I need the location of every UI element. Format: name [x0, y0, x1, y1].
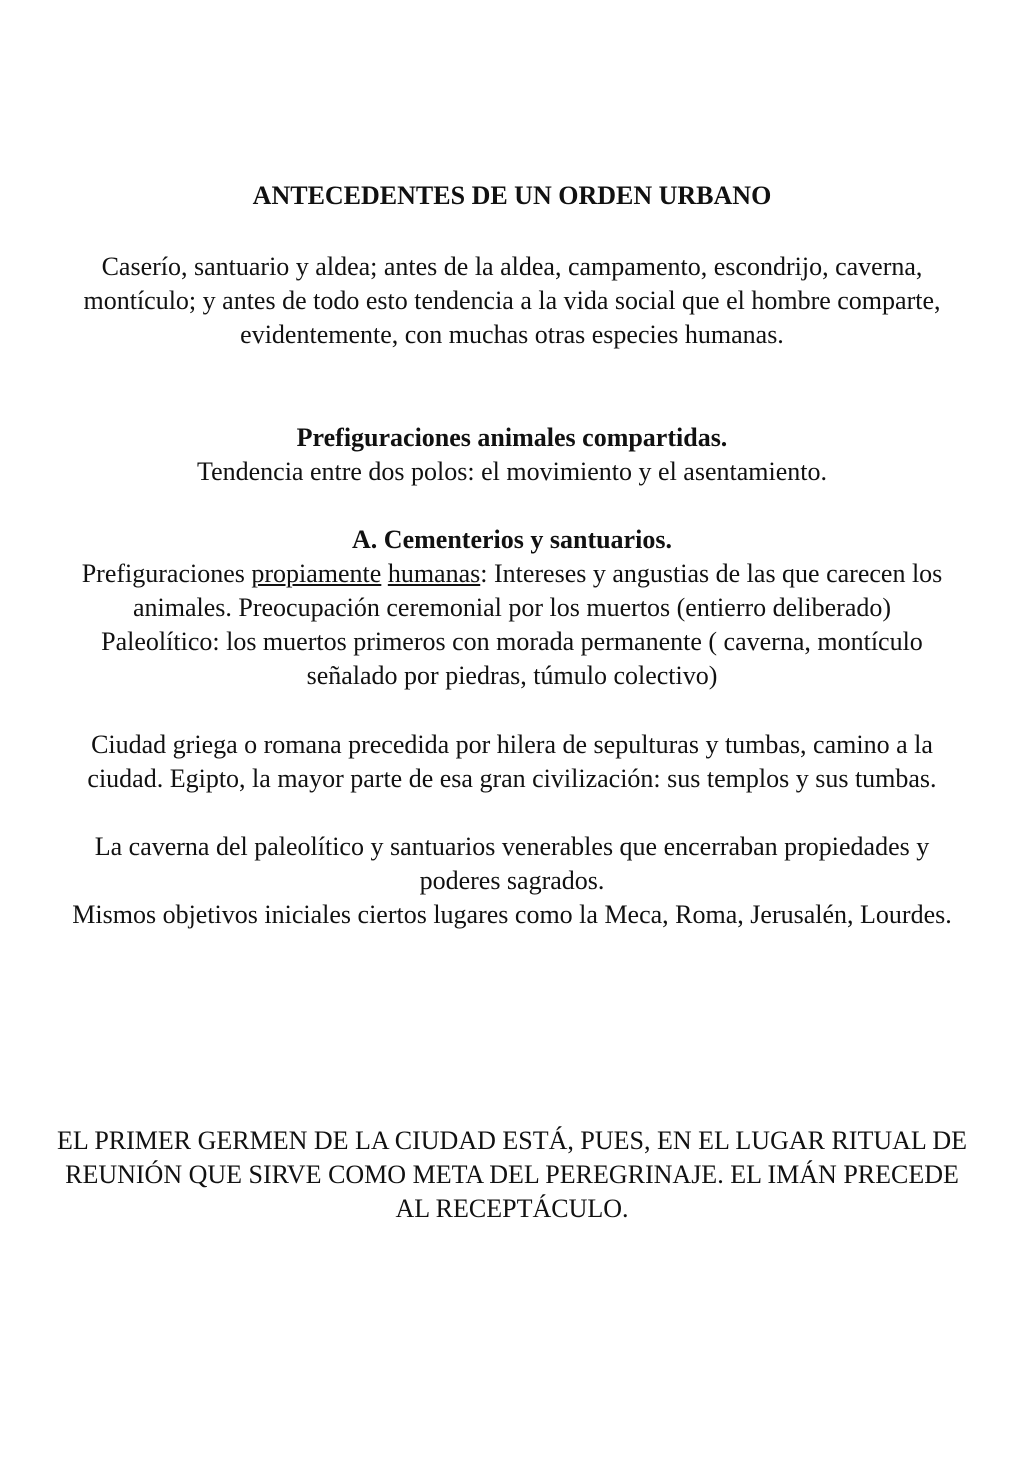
text-prefiguraciones: Prefiguraciones: [81, 559, 252, 588]
cave-line-2: poderes sagrados.: [419, 866, 605, 895]
cave-line-1: La caverna del paleolítico y santuarios venerables que encerraban propiedades y: [94, 832, 930, 861]
conclusion-line-3: AL RECEPTÁCULO.: [395, 1194, 629, 1223]
conclusion-line-1: EL PRIMER GERMEN DE LA CIUDAD ESTÁ, PUES, EN EL LUGAR RITUAL DE: [57, 1126, 967, 1155]
cave-line-3: Mismos objetivos iniciales ciertos lugares como la Meca, Roma, Jerusalén, Lourdes.: [72, 900, 952, 929]
intro-line-1: Caserío, santuario y aldea; antes de la aldea, campamento, escondrijo, caverna,: [101, 252, 923, 281]
underlined-propiamente: propiamente: [251, 559, 382, 588]
text-intereses: : Intereses y angustias de las que carecen los: [480, 559, 943, 588]
city-line-2: ciudad. Egipto, la mayor parte de esa gran civilización: sus templos y sus tumbas.: [87, 764, 937, 793]
conclusion-line-2: REUNIÓN QUE SIRVE COMO META DEL PEREGRINAJE. EL IMÁN PRECEDE: [65, 1160, 959, 1189]
section-heading-animal: Prefiguraciones animales compartidas.: [296, 423, 728, 452]
document-title: ANTECEDENTES DE UN ORDEN URBANO: [252, 181, 772, 210]
cementerios-line-4: señalado por piedras, túmulo colectivo): [306, 661, 718, 690]
cementerios-line-3: Paleolítico: los muertos primeros con morada permanente ( caverna, montículo: [101, 627, 923, 656]
section-heading-cementerios: A. Cementerios y santuarios.: [352, 525, 672, 554]
cementerios-line-1: [0, 557, 1024, 591]
city-line-1: Ciudad griega o romana precedida por hilera de sepulturas y tumbas, camino a la: [91, 730, 933, 759]
section-line-polos: Tendencia entre dos polos: el movimiento y el asentamiento.: [197, 457, 827, 486]
cementerios-line-2: animales. Preocupación ceremonial por los muertos (entierro deliberado): [132, 593, 892, 622]
intro-line-2: montículo; y antes de todo esto tendencia a la vida social que el hombre comparte,: [83, 286, 941, 315]
intro-line-3: evidentemente, con muchas otras especies humanas.: [240, 320, 784, 349]
underlined-humanas: humanas: [387, 559, 481, 588]
